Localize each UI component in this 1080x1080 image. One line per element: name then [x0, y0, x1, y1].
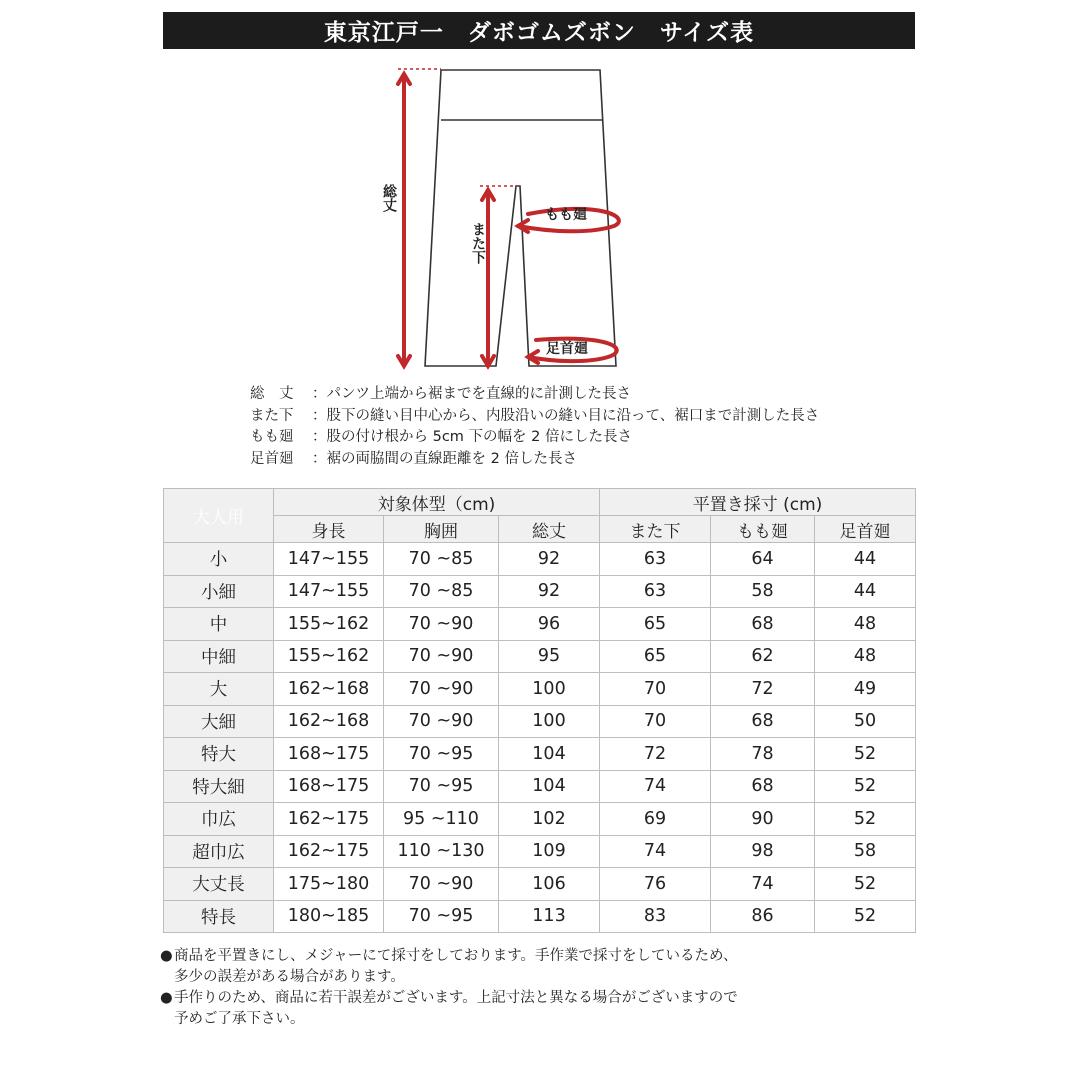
table-cell: 52	[815, 900, 916, 933]
group-header-flat: 平置き採寸 (cm)	[600, 489, 916, 516]
note-text: 予めご了承下さい。	[174, 1011, 305, 1027]
table-cell: 68	[711, 770, 815, 803]
table-cell: 147~155	[274, 543, 384, 576]
table-row	[164, 575, 916, 608]
legend-row	[250, 427, 819, 449]
table-cell: 162~175	[274, 835, 384, 868]
table-cell: 49	[815, 673, 916, 706]
table-cell: 70 ~95	[384, 900, 499, 933]
size-label-cell: 特大	[164, 738, 274, 771]
table-cell: 155~162	[274, 608, 384, 641]
table-cell: 70	[600, 705, 711, 738]
note-text: 多少の誤差がある場合があります。	[174, 969, 405, 985]
thigh-label: もも廻	[545, 207, 587, 223]
table-cell: 65	[600, 608, 711, 641]
table-row	[164, 770, 916, 803]
table-cell: 70 ~85	[384, 543, 499, 576]
table-cell: 83	[600, 900, 711, 933]
table-cell: 102	[499, 803, 600, 836]
size-label-cell: 小	[164, 543, 274, 576]
table-cell: 52	[815, 738, 916, 771]
table-cell: 104	[499, 770, 600, 803]
size-label-cell: 特大細	[164, 770, 274, 803]
table-cell: 44	[815, 575, 916, 608]
legend-row	[250, 384, 819, 406]
table-cell: 70 ~95	[384, 770, 499, 803]
bullet-icon: ●	[160, 990, 173, 1006]
size-label-cell: 大丈長	[164, 868, 274, 901]
legend-desc: ：パンツ上端から裾までを直線的に計測した長さ	[312, 386, 631, 402]
table-cell: 62	[711, 640, 815, 673]
table-cell: 98	[711, 835, 815, 868]
table-row	[164, 835, 916, 868]
table-cell: 70 ~90	[384, 673, 499, 706]
measurement-legend	[250, 384, 819, 470]
column-header: 胸囲	[384, 516, 499, 543]
legend-desc: ：股下の縫い目中心から、内股沿いの縫い目に沿って、裾口まで計測した長さ	[312, 407, 820, 424]
table-cell: 86	[711, 900, 815, 933]
table-cell: 162~175	[274, 803, 384, 836]
table-cell: 69	[600, 803, 711, 836]
table-cell: 70 ~90	[384, 640, 499, 673]
legend-term: また下	[250, 407, 294, 424]
table-cell: 92	[499, 575, 600, 608]
legend-row	[250, 449, 819, 471]
table-cell: 155~162	[274, 640, 384, 673]
page-title: 東京江戸一 ダボゴムズボン サイズ表	[163, 12, 915, 49]
table-cell: 52	[815, 770, 916, 803]
ankle-label: 足首廻	[546, 341, 588, 357]
table-cell: 70 ~85	[384, 575, 499, 608]
table-cell: 109	[499, 835, 600, 868]
table-cell: 52	[815, 803, 916, 836]
table-cell: 72	[711, 673, 815, 706]
note-text: 手作りのため、商品に若干誤差がございます。上記寸法と異なる場合がございますので	[174, 990, 738, 1006]
table-row	[164, 803, 916, 836]
table-cell: 92	[499, 543, 600, 576]
table-cell: 76	[600, 868, 711, 901]
table-cell: 70 ~90	[384, 868, 499, 901]
legend-term: 足首廻	[250, 450, 294, 467]
group-header-body: 対象体型（cm)	[274, 489, 600, 516]
table-row	[164, 868, 916, 901]
table-cell: 106	[499, 868, 600, 901]
table-cell: 100	[499, 673, 600, 706]
table-cell: 44	[815, 543, 916, 576]
table-cell: 96	[499, 608, 600, 641]
table-cell: 63	[600, 575, 711, 608]
table-cell: 72	[600, 738, 711, 771]
legend-row	[250, 406, 819, 428]
size-label-cell: 中	[164, 608, 274, 641]
table-cell: 95 ~110	[384, 803, 499, 836]
table-cell: 64	[711, 543, 815, 576]
table-cell: 52	[815, 868, 916, 901]
table-row	[164, 738, 916, 771]
pants-outline	[425, 70, 616, 366]
column-header: もも廻	[711, 516, 815, 543]
table-cell: 100	[499, 705, 600, 738]
table-cell: 74	[711, 868, 815, 901]
column-header: 足首廻	[815, 516, 916, 543]
table-cell: 147~155	[274, 575, 384, 608]
legend-desc: ：股の付け根から 5cm 下の幅を 2 倍にした長さ	[312, 429, 632, 445]
table-cell: 168~175	[274, 770, 384, 803]
table-cell: 70	[600, 673, 711, 706]
table-cell: 162~168	[274, 705, 384, 738]
table-cell: 175~180	[274, 868, 384, 901]
table-cell: 70 ~95	[384, 738, 499, 771]
table-row	[164, 608, 916, 641]
table-cell: 162~168	[274, 673, 384, 706]
bullet-icon: ●	[160, 948, 173, 964]
note-line	[160, 1009, 738, 1030]
table-cell: 48	[815, 640, 916, 673]
table-cell: 58	[815, 835, 916, 868]
table-cell: 90	[711, 803, 815, 836]
size-label-cell: 特長	[164, 900, 274, 933]
table-cell: 48	[815, 608, 916, 641]
column-header: また下	[600, 516, 711, 543]
table-cell: 68	[711, 608, 815, 641]
note-line	[160, 988, 738, 1009]
table-cell: 70 ~90	[384, 608, 499, 641]
table-cell: 68	[711, 705, 815, 738]
inseam-label: また下	[470, 222, 486, 264]
note-text: 商品を平置きにし、メジャーにて採寸をしております。手作業で採寸をしているため、	[174, 948, 738, 964]
total-length-label: 総丈	[381, 184, 397, 212]
table-cell: 78	[711, 738, 815, 771]
legend-term: 総 丈	[250, 386, 294, 402]
table-cell: 95	[499, 640, 600, 673]
notes	[160, 946, 738, 1030]
table-cell: 63	[600, 543, 711, 576]
table-cell: 74	[600, 835, 711, 868]
table-cell: 104	[499, 738, 600, 771]
legend-term: もも廻	[250, 429, 294, 445]
note-line	[160, 946, 738, 967]
size-label-cell: 超巾広	[164, 835, 274, 868]
size-label-cell: 中細	[164, 640, 274, 673]
table-row	[164, 640, 916, 673]
size-label-cell: 大	[164, 673, 274, 706]
table-cell: 110 ~130	[384, 835, 499, 868]
size-label-cell: 巾広	[164, 803, 274, 836]
table-cell: 168~175	[274, 738, 384, 771]
note-line	[160, 967, 738, 988]
column-header: 総丈	[499, 516, 600, 543]
table-cell: 70 ~90	[384, 705, 499, 738]
table-cell: 58	[711, 575, 815, 608]
column-header: 身長	[274, 516, 384, 543]
pants-diagram	[0, 0, 1080, 380]
table-corner-adult: 大人用	[164, 489, 274, 543]
table-cell: 65	[600, 640, 711, 673]
size-label-cell: 大細	[164, 705, 274, 738]
table-row	[164, 673, 916, 706]
table-row	[164, 705, 916, 738]
size-label-cell: 小細	[164, 575, 274, 608]
table-cell: 180~185	[274, 900, 384, 933]
table-cell: 50	[815, 705, 916, 738]
size-table	[163, 488, 916, 933]
table-row	[164, 900, 916, 933]
legend-desc: ：裾の両脇間の直線距離を 2 倍した長さ	[312, 450, 577, 467]
total-length-arrow	[398, 74, 410, 366]
table-row	[164, 543, 916, 576]
table-cell: 113	[499, 900, 600, 933]
table-cell: 74	[600, 770, 711, 803]
